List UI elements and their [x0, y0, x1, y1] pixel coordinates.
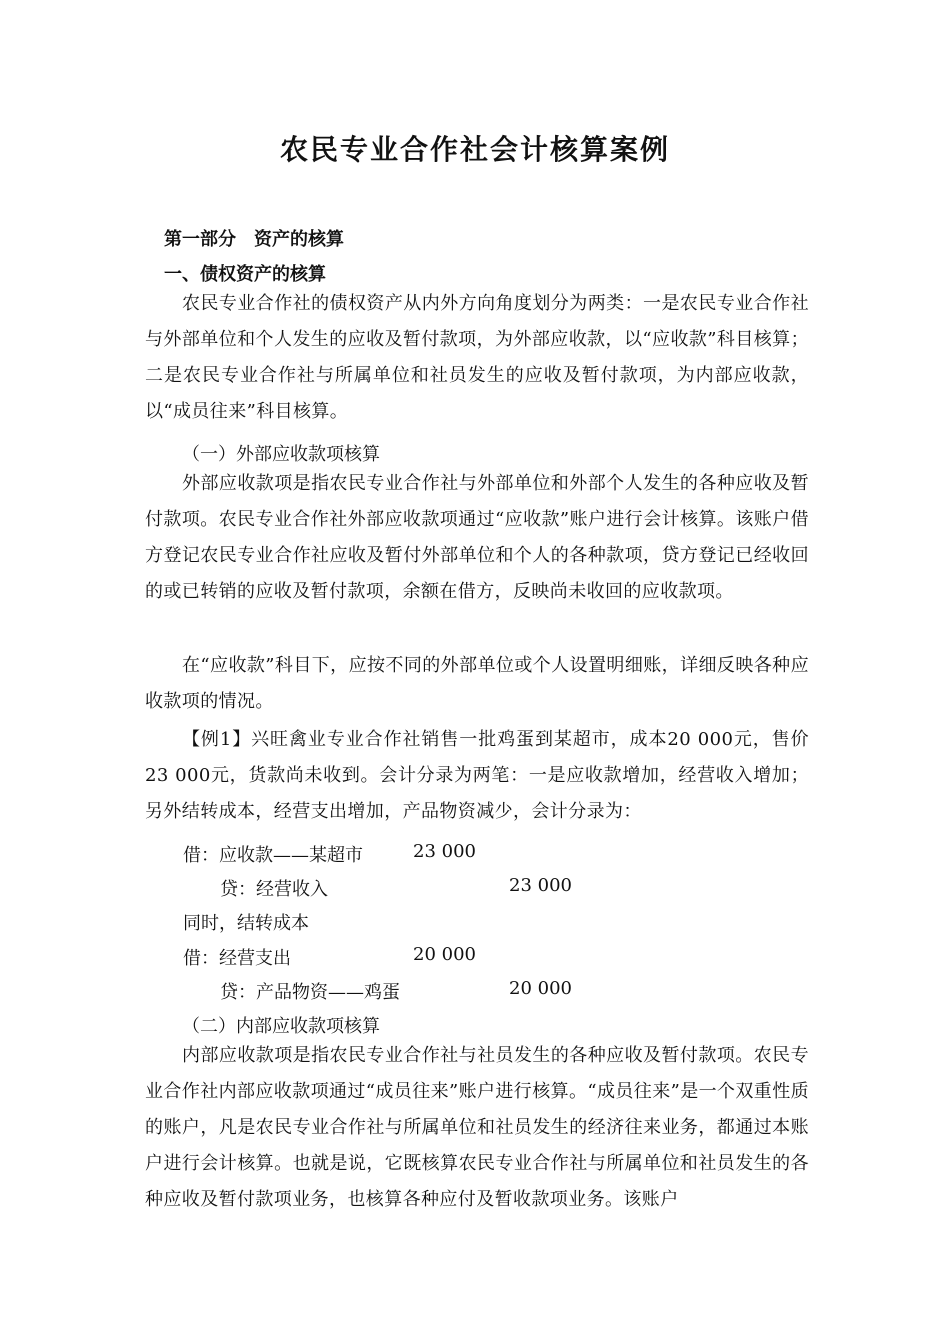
paragraph-subsidiary-ledger: 在“应收款”科目下，应按不同的外部单位或个人设置明细账，详细反映各种应收款项的情况。: [145, 655, 809, 712]
entry-1-debit: 借：应收款——某超市: [183, 845, 363, 866]
section-heading: 一、债权资产的核算: [164, 264, 326, 285]
entry-1-debit-amount: 23 000: [413, 841, 476, 862]
entry-2-credit-amount: 20 000: [509, 978, 572, 999]
paragraph-internal-receivables: 内部应收款项是指农民专业合作社与社员发生的各种应收及暂付款项。农民专业合作社内部应收款项通过“成员往来”账户进行核算。“成员往来”是一个双重性质的账户，凡是农民专业合作社与所属单位和社员发生的经济往来业务，都通过本账户进行会计核算。也就是说，它既核算农民专业合作社与所属单位和社员发生的各种应收及暂付款项业务，也核算各种应付及暂收款项业务。该账户: [145, 1045, 810, 1210]
carry-forward-cost: 同时，结转成本: [183, 913, 309, 934]
sub-heading-internal: （二）内部应收款项核算: [182, 1016, 380, 1037]
entry-1-credit: 贷：经营收入: [220, 879, 328, 900]
sub-heading-external: （一）外部应收款项核算: [182, 444, 380, 465]
entry-2-credit: 贷：产品物资——鸡蛋: [220, 982, 400, 1003]
entry-2-debit: 借：经营支出: [183, 948, 291, 969]
entry-1-credit-amount: 23 000: [509, 875, 572, 896]
paragraph-external-receivables: 外部应收款项是指农民专业合作社与外部单位和外部个人发生的各种应收及暂付款项。农民专业合作社外部应收款项通过“应收款”账户进行会计核算。该账户借方登记农民专业合作社应收及暂付外部单位和个人的各种款项，贷方登记已经收回的或已转销的应收及暂付款项，余额在借方，反映尚未收回的应收款项。: [145, 473, 809, 602]
entry-2-debit-amount: 20 000: [413, 944, 476, 965]
paragraph-example-1: 【例1】兴旺禽业专业合作社销售一批鸡蛋到某超市，成本20 000元，售价23 000元，货款尚未收到。会计分录为两笔：一是应收款增加，经营收入增加；另外结转成本，经营支出增加，产品物资减少，会计分录为：: [145, 729, 809, 822]
part-heading: 第一部分 资产的核算: [164, 229, 344, 250]
document-title: 农民专业合作社会计核算案例: [279, 133, 670, 166]
paragraph-debt-assets: 农民专业合作社的债权资产从内外方向角度划分为两类：一是农民专业合作社与外部单位和个人发生的应收及暂付款项，为外部应收款，以“应收款”科目核算；二是农民专业合作社与所属单位和社员发生的应收及暂付款项，为内部应收款，以“成员往来”科目核算。: [145, 293, 809, 422]
